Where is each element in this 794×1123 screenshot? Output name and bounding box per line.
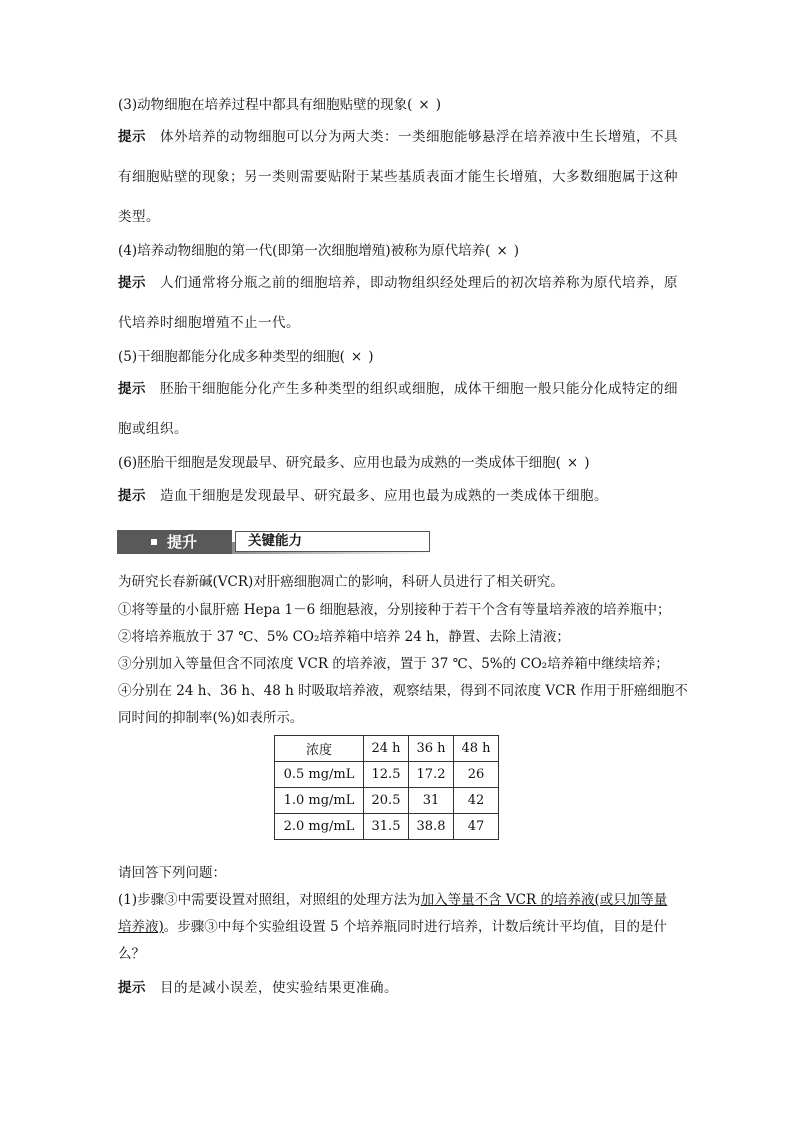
intro-text: 为研究长春新碱(VCR)对肝癌细胞凋亡的影响，科研人员进行了相关研究。 — [118, 574, 564, 590]
table-header-row — [275, 736, 499, 762]
question-text: (4)培养动物细胞的第一代(即第一次细胞增殖)被称为原代培养( — [118, 243, 491, 259]
table-cell: 0.5 mg/mL — [275, 762, 364, 788]
table-header-cell: 24 h — [364, 736, 409, 762]
table-cell: 42 — [454, 788, 499, 814]
table-cell: 2.0 mg/mL — [275, 814, 364, 840]
table-cell: 47 — [454, 814, 499, 840]
hint-3-line3: 类型。 — [118, 209, 160, 225]
wrong-mark: × — [418, 97, 430, 113]
paren-close: ) — [368, 349, 374, 365]
answer-underlined: 加入等量不含 VCR 的培养液(或只加等量 — [420, 892, 668, 908]
step-3: ③分别加入等量但含不同浓度 VCR 的培养液，置于 37 ℃、5%的 CO₂培养箱中继续培养； — [118, 656, 669, 672]
square-icon — [151, 539, 157, 545]
table-cell: 17.2 — [409, 762, 454, 788]
step-2: ②将培养瓶放于 37 ℃、5% CO₂培养箱中培养 24 h，静置、去除上清液； — [118, 629, 570, 645]
question-text: (3)动物细胞在培养过程中都具有细胞贴壁的现象( — [118, 97, 413, 113]
section-title: 提升 — [167, 533, 198, 551]
hint-text: 造血干细胞是发现最早、研究最多、应用也最为成熟的一类成体干细胞。 — [160, 488, 608, 504]
hint-4 — [118, 273, 678, 293]
table-cell: 26 — [454, 762, 499, 788]
hint-label: 提示 — [118, 488, 146, 504]
answer-underlined: 培养液) — [118, 919, 164, 935]
paren-close: ) — [435, 97, 441, 113]
step-4: ④分别在 24 h、36 h、48 h 时吸取培养液，观察结果，得到不同浓度 VCR 作用于肝癌细胞不 — [118, 683, 688, 699]
hint-5-line2: 胞或组织。 — [118, 421, 188, 437]
table-cell: 12.5 — [364, 762, 409, 788]
paren-close: ) — [513, 243, 520, 259]
ask-text: 请回答下列问题： — [118, 865, 226, 881]
question-1-line2 — [118, 917, 667, 937]
table-cell: 1.0 mg/mL — [275, 788, 364, 814]
question-text: 。步骤③中每个实验组设置 5 个培养瓶同时进行培养，计数后统计平均值，目的是什 — [163, 919, 667, 935]
question-1 — [118, 890, 667, 910]
question-6 — [118, 453, 589, 473]
paren-close: ) — [584, 455, 590, 471]
wrong-mark: × — [496, 243, 508, 259]
table-header-cell: 48 h — [454, 736, 499, 762]
question-4 — [118, 241, 519, 261]
hint-text: 胚胎干细胞能分化产生多种类型的组织或细胞，成体干细胞一般只能分化成特定的细 — [160, 381, 678, 397]
hint-label: 提示 — [118, 129, 146, 145]
table-row — [275, 762, 499, 788]
question-text: (5)干细胞都能分化成多种类型的细胞( — [118, 349, 345, 365]
hint-label: 提示 — [118, 275, 146, 291]
question-5 — [118, 347, 373, 367]
hint-5 — [118, 379, 678, 399]
hint-text: 体外培养的动物细胞可以分为两大类：一类细胞能够悬浮在培养液中生长增殖，不具 — [160, 129, 678, 145]
question-1-line3: 么？ — [118, 946, 145, 962]
hint-3-line2: 有细胞贴壁的现象；另一类则需要贴附于某些基质表面才能生长增殖，大多数细胞属于这种 — [118, 169, 678, 185]
section-subtitle: 关键能力 — [235, 531, 430, 552]
step-4-cont: 同时间的抑制率(%)如表所示。 — [118, 710, 304, 726]
hint-text: 人们通常将分瓶之前的细胞培养，即动物组织经处理后的初次培养称为原代培养，原 — [160, 275, 678, 291]
wrong-mark: × — [566, 455, 579, 471]
table-cell: 38.8 — [409, 814, 454, 840]
table-cell: 31.5 — [364, 814, 409, 840]
hint-6 — [118, 486, 608, 506]
question-text: (1)步骤③中需要设置对照组，对照组的处理方法为 — [118, 892, 421, 908]
hint-q1 — [118, 978, 398, 998]
question-3 — [118, 95, 441, 115]
hint-3 — [118, 127, 678, 147]
hint-4-line2: 代培养时细胞增殖不止一代。 — [118, 315, 300, 331]
table-header-cell: 浓度 — [275, 736, 364, 762]
hint-text: 目的是减小误差，使实验结果更准确。 — [160, 980, 398, 996]
hint-label: 提示 — [118, 980, 146, 996]
inhibition-table — [274, 735, 499, 840]
question-text: (6)胚胎干细胞是发现最早、研究最多、应用也最为成熟的一类成体干细胞( — [118, 455, 561, 471]
table-cell: 31 — [409, 788, 454, 814]
wrong-mark: × — [350, 349, 363, 365]
section-header — [117, 530, 435, 554]
hint-label: 提示 — [118, 381, 146, 397]
table-cell: 20.5 — [364, 788, 409, 814]
table-row — [275, 814, 499, 840]
table-row — [275, 788, 499, 814]
table-header-cell: 36 h — [409, 736, 454, 762]
step-1: ①将等量的小鼠肝癌 Hepa 1－6 细胞悬液，分别接种于若干个含有等量培养液的培养瓶中； — [118, 602, 671, 618]
